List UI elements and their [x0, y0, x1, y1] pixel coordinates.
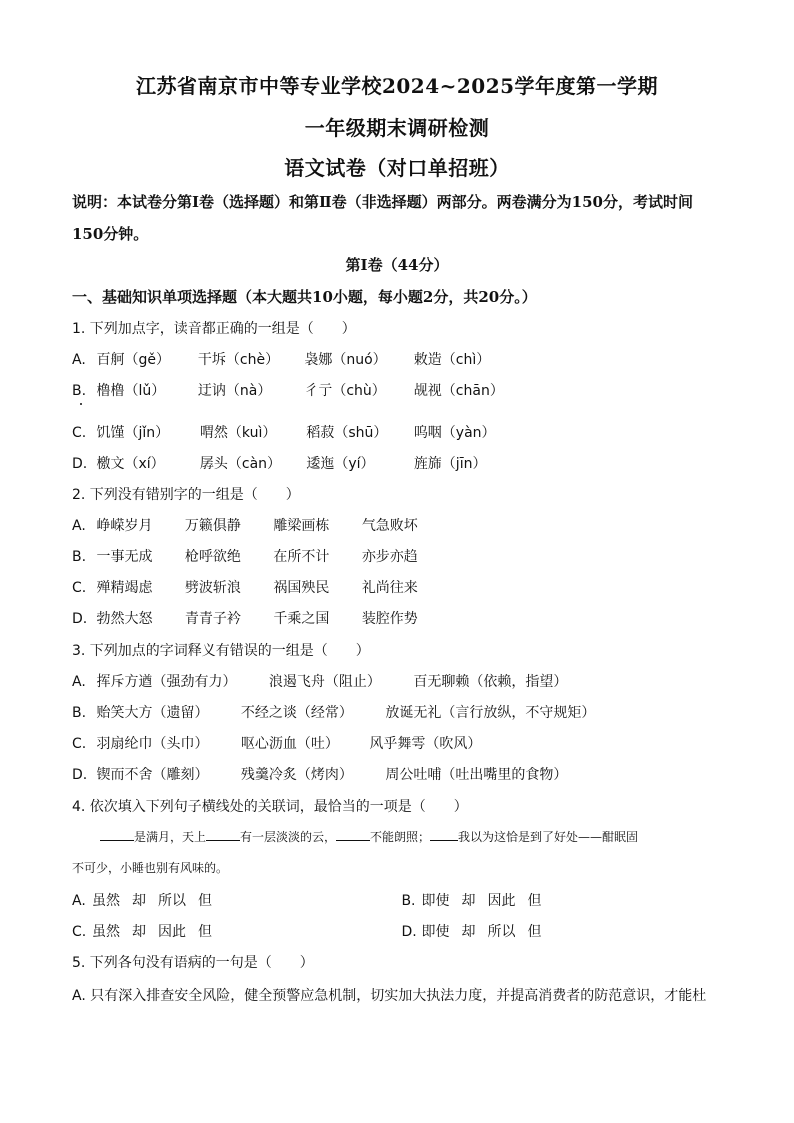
exam-title-school: 江苏省南京市中等专业学校2024~2025学年度第一学期: [135, 74, 659, 98]
option-item: 勃然大怒: [96, 611, 153, 627]
q4-options-row1: [72, 890, 541, 910]
option-item: 饥馑（jǐn）: [96, 425, 170, 441]
option-label: D.: [72, 611, 88, 627]
stray-dot: [80, 403, 82, 405]
q2-option-d[interactable]: [72, 608, 418, 628]
q4-option-b[interactable]: B. 即使 却 因此 但: [401, 893, 542, 909]
option-label: C.: [72, 425, 87, 441]
q3-option-a[interactable]: [72, 671, 567, 691]
option-item: 稻菽（shū）: [306, 425, 388, 441]
option-label: B.: [72, 549, 87, 565]
option-item: 装腔作势: [361, 611, 418, 627]
exam-title-test: 一年级期末调研检测: [304, 116, 490, 140]
option-item: 殚精竭虑: [96, 580, 153, 596]
option-label: B.: [72, 705, 87, 721]
q2-stem: 2. 下列没有错别字的一组是（ ）: [72, 487, 300, 503]
exam-title-subject: 语文试卷（对口单招班）: [284, 156, 510, 180]
q1-option-c[interactable]: [72, 422, 496, 442]
blank-line: [336, 828, 370, 841]
blank-line: [430, 828, 458, 841]
blank-line: [100, 828, 134, 841]
option-item: 不经之谈（经常）: [240, 705, 353, 721]
option-item: 劈波斩浪: [184, 580, 241, 596]
option-item: 呜咽（yàn）: [413, 425, 496, 441]
option-item: 放诞无礼（言行放纵，不守规矩）: [385, 705, 596, 721]
option-item: 旌旆（jīn）: [413, 456, 487, 472]
option-item: 峥嵘岁月: [96, 518, 153, 534]
q3-option-d[interactable]: [72, 764, 567, 784]
option-item: 风乎舞雩（吹风）: [369, 736, 482, 752]
option-item: 呕心沥血（吐）: [240, 736, 339, 752]
option-label: A.: [72, 518, 86, 534]
option-item: 万籁俱静: [184, 518, 241, 534]
q5-option-a[interactable]: A. 只有深入排查安全风险，健全预警应急机制，切实加大执法力度，并提高消费者的防范意识，才能杜: [72, 988, 707, 1004]
option-label: C.: [72, 736, 87, 752]
q1-stem: 1. 下列加点字，读音都正确的一组是（ ）: [72, 321, 356, 337]
option-item: 迂讷（nà）: [197, 383, 272, 399]
option-item: 枪呼欲绝: [184, 549, 241, 565]
q1-option-d[interactable]: [72, 453, 486, 473]
option-item: 气急败坏: [361, 518, 418, 534]
option-item: 在所不计: [273, 549, 330, 565]
option-item: 橹橹（lǔ）: [96, 383, 166, 399]
option-item: 残羹冷炙（烤肉）: [240, 767, 353, 783]
q4-stem: 4. 依次填入下列句子横线处的关联词，最恰当的一项是（ ）: [72, 799, 468, 815]
q4-options-row2: [72, 921, 541, 941]
q3-option-c[interactable]: [72, 733, 481, 753]
option-item: 锲而不舍（雕刻）: [96, 767, 209, 783]
option-item: 羽扇纶巾（头巾）: [96, 736, 209, 752]
option-label: D.: [72, 456, 88, 472]
option-item: 祸国殃民: [273, 580, 330, 596]
option-item: 觇视（chān）: [413, 383, 504, 399]
option-item: 敕造（chì）: [413, 352, 491, 368]
option-item: 贻笑大方（遗留）: [96, 705, 209, 721]
exam-instructions: 说明：本试卷分第Ⅰ卷（选择题）和第Ⅱ卷（非选择题）两部分。两卷满分为150分，考试时间150分钟。: [72, 193, 693, 243]
q4-option-c[interactable]: C. 虽然 却 因此 但: [72, 924, 212, 940]
q4-passage-line2: 不可少，小睡也别有风味的。: [72, 861, 229, 875]
option-item: 浪遏飞舟（阻止）: [268, 674, 381, 690]
option-item: 逶迤（yí）: [306, 456, 375, 472]
option-item: 孱头（càn）: [199, 456, 282, 472]
option-item: 雕梁画栋: [273, 518, 330, 534]
q5-stem: 5. 下列各句没有语病的一句是（ ）: [72, 955, 314, 971]
q2-option-c[interactable]: [72, 577, 418, 597]
option-item: 檄文（xí）: [96, 456, 165, 472]
q4-option-a[interactable]: A. 虽然 却 所以 但: [72, 893, 212, 909]
q3-stem: 3. 下列加点的字词释义有错误的一组是（ ）: [72, 643, 370, 659]
option-item: 挥斥方遒（强劲有力）: [96, 674, 237, 690]
option-item: 袅娜（nuó）: [304, 352, 387, 368]
q1-option-a[interactable]: [72, 349, 490, 369]
option-item: 百无聊赖（依赖，指望）: [413, 674, 568, 690]
q3-option-b[interactable]: [72, 702, 595, 722]
q4-passage-line1: 是满月，天上 有一层淡淡的云， 不能朗照； 我以为这恰是到了好处——酣眠固: [100, 828, 638, 845]
option-item: 喟然（kuì）: [199, 425, 277, 441]
blank-line: [206, 828, 240, 841]
q1-option-b[interactable]: [72, 380, 504, 400]
option-item: 礼尚往来: [361, 580, 418, 596]
option-item: 一事无成: [96, 549, 153, 565]
option-item: 周公吐哺（吐出嘴里的食物）: [385, 767, 568, 783]
option-label: D.: [72, 767, 88, 783]
q2-option-a[interactable]: [72, 515, 418, 535]
option-label: C.: [72, 580, 87, 596]
option-label: B.: [72, 383, 87, 399]
section-heading: 第Ⅰ卷（44分）: [345, 256, 449, 274]
option-item: 亦步亦趋: [361, 549, 418, 565]
q2-option-b[interactable]: [72, 546, 418, 566]
option-item: 百舸（gě）: [96, 352, 170, 368]
option-label: A.: [72, 674, 86, 690]
option-item: 青青子衿: [184, 611, 241, 627]
option-item: 彳亍（chù）: [304, 383, 386, 399]
option-item: 千乘之国: [273, 611, 330, 627]
option-label: A.: [72, 352, 86, 368]
q4-option-d[interactable]: D. 即使 却 所以 但: [401, 924, 542, 940]
part-heading: 一、基础知识单项选择题（本大题共10小题，每小题2分，共20分。）: [72, 288, 537, 306]
option-item: 干坼（chè）: [197, 352, 280, 368]
